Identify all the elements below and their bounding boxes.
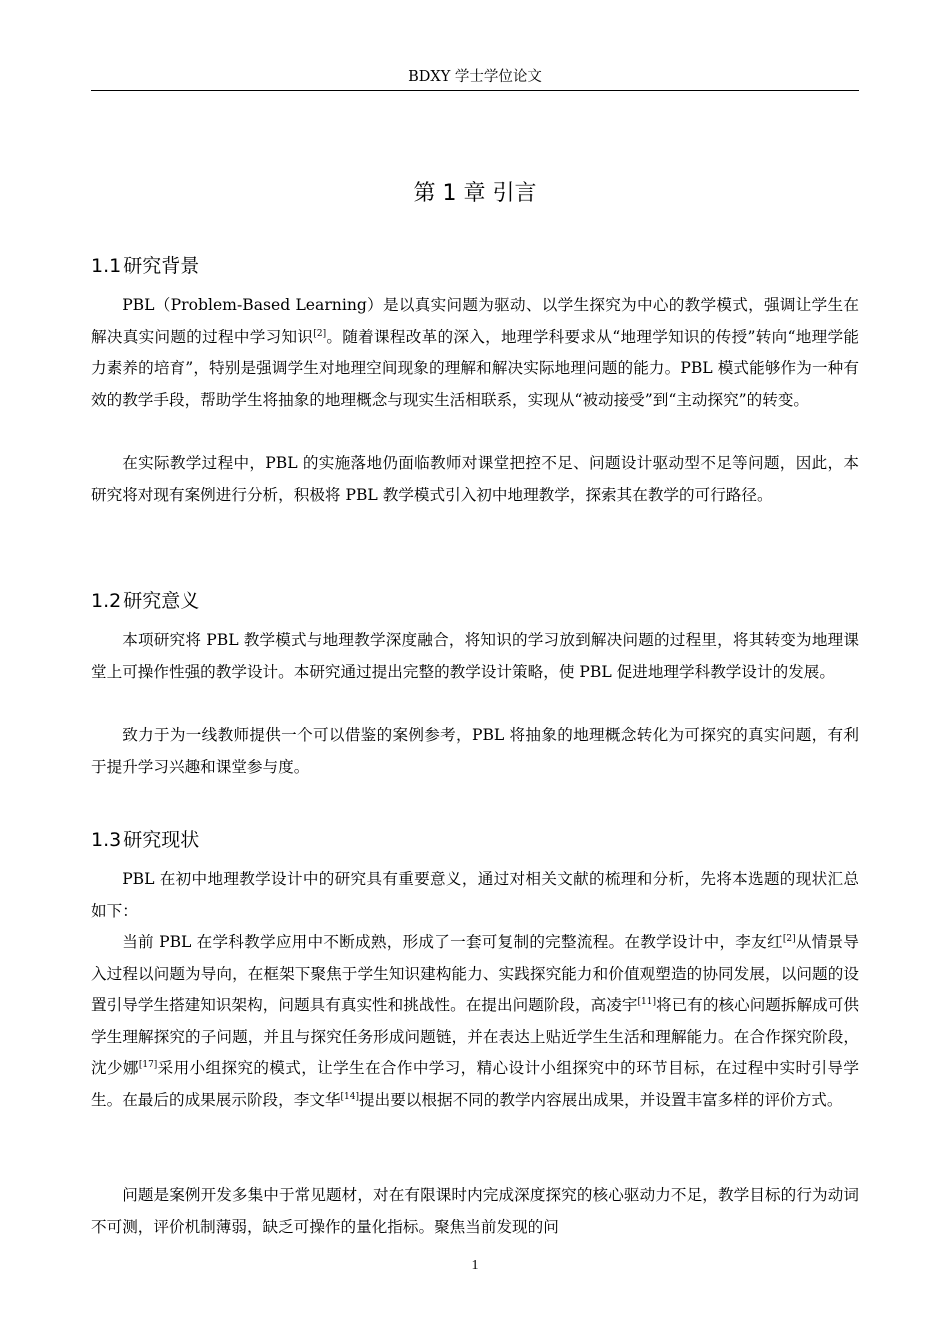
paragraph: 本项研究将 PBL 教学模式与地理教学深度融合，将知识的学习放到解决问题的过程里，将其转变为地理课堂上可操作性强的教学设计。本研究通过提出完整的教学设计策略，使 PBL 促进地理学科教学设计的发展。 [91, 631, 859, 681]
section-number: 1.3 [91, 829, 122, 851]
section-number: 1.1 [91, 255, 122, 277]
citation: [14] [340, 1091, 359, 1102]
section-heading-1-1 [91, 252, 199, 280]
paragraph: PBL 在初中地理教学设计中的研究具有重要意义，通过对相关文献的梳理和分析，先将本选题的现状汇总如下： [91, 870, 859, 920]
paragraph-text: 将已有的核心问题拆解成可供学生理解探究的子问题，并且与探究任务形成问题链，并在表达上贴近学生生活和理解能力。在合作探究阶段，沈少娜 [91, 996, 859, 1078]
paragraph-text: 采用小组探究的模式，让学生在合作中学习，精心设计小组探究中的环节目标，在过程中实时引导学生。在最后的成果展示阶段，李文华 [91, 1059, 859, 1109]
paragraph-text: 当前 PBL 在学科教学应用中不断成熟，形成了一套可复制的完整流程。在教学设计中，李友红 [122, 933, 783, 951]
section-title: 研究意义 [123, 590, 200, 612]
section-number: 1.2 [91, 590, 122, 612]
citation: [2] [782, 933, 796, 944]
page-number: 1 [471, 1258, 479, 1273]
citation: [17] [138, 1060, 158, 1071]
chapter-title: 第 1 章 引言 [413, 181, 537, 206]
section-heading-1-3 [91, 826, 199, 854]
section-title: 研究背景 [123, 255, 200, 277]
running-header: BDXY 学士学位论文 [408, 69, 542, 85]
section-heading-1-2 [91, 587, 199, 615]
header-rule [91, 90, 859, 91]
paragraph-text: 。随着课程改革的深入，地理学科要求从“地理学知识的传授”转向“地理学能力素养的培育”，特别是强调学生对地理空间现象的理解和解决实际地理问题的能力。PBL 模式能够作为一种有效的教学手段，帮助学生将抽象的地理概念与现实生活相联系，实现从“被动接受”到“主动探究”的转变。 [91, 327, 859, 409]
citation: [2] [313, 328, 327, 339]
paragraph: 致力于为一线教师提供一个可以借鉴的案例参考，PBL 将抽象的地理概念转化为可探究的真实问题，有利于提升学习兴趣和课堂参与度。 [91, 726, 859, 776]
section-title: 研究现状 [123, 829, 200, 851]
paragraph: 在实际教学过程中，PBL 的实施落地仍面临教师对课堂把控不足、问题设计驱动型不足等问题，因此，本研究将对现有案例进行分析，积极将 PBL 教学模式引入初中地理教学，探索其在教学的可行路径。 [91, 454, 859, 504]
paragraph [91, 927, 859, 1117]
paragraph: 问题是案例开发多集中于常见题材，对在有限课时内完成深度探究的核心驱动力不足，教学目标的行为动词不可测，评价机制薄弱，缺乏可操作的量化指标。聚焦当前发现的问 [91, 1186, 859, 1236]
paragraph [91, 290, 859, 416]
paragraph-text: 从情景导入过程以问题为导向，在框架下聚焦于学生知识建构能力、实践探究能力和价值观塑造的协同发展，以问题的设置引导学生搭建知识架构，问题具有真实性和挑战性。在提出问题阶段，高凌宇 [91, 933, 859, 1015]
citation: [11] [637, 997, 656, 1007]
paragraph-text: 提出要以根据不同的教学内容展出成果，并设置丰富多样的评价方式。 [359, 1090, 843, 1109]
paragraph-text: PBL（Problem-Based Learning）是以真实问题为驱动、以学生探究为中心的教学模式，强调让学生在解决真实问题的过程中学习知识 [91, 296, 859, 346]
